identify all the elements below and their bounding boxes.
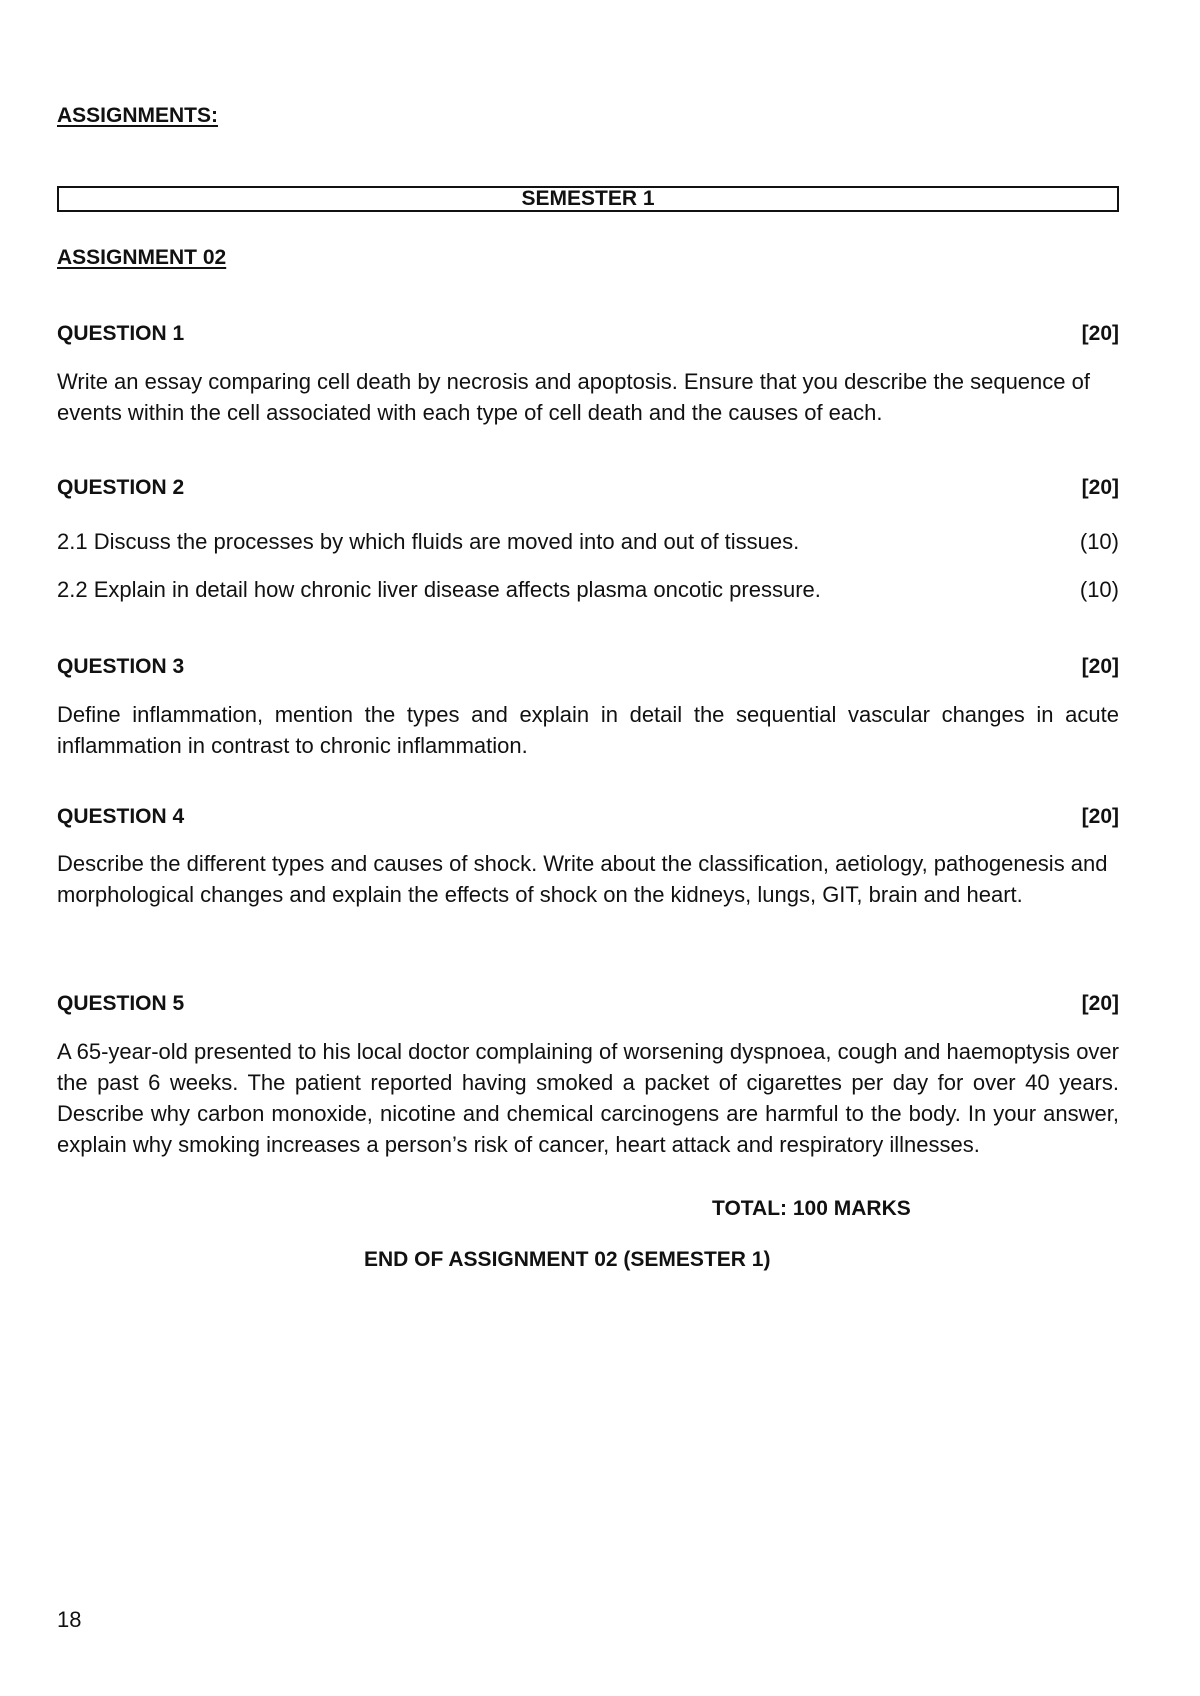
assignment-title: ASSIGNMENT 02: [57, 246, 227, 269]
page-number: 18: [57, 1607, 82, 1632]
question-1-title: QUESTION 1: [57, 322, 185, 345]
question-2-1-marks: (10): [1079, 529, 1119, 554]
total-marks: TOTAL: 100 MARKS: [712, 1197, 911, 1220]
question-4-text: Describe the different types and causes of shock. Write about the classification, aetiology, pathogenesis and morphological changes and explain the effects of shock on the kidneys, lungs, GIT, brain and heart.: [57, 851, 1108, 907]
assignments-heading: ASSIGNMENTS:: [57, 104, 219, 127]
question-4-marks: [20]: [1081, 805, 1119, 828]
question-2-1: [57, 529, 1119, 555]
question-1-text: Write an essay comparing cell death by necrosis and apoptosis. Ensure that you describe the sequence of events within the cell associated with each type of cell death and the causes of each.: [57, 369, 1090, 425]
question-4-header: [57, 805, 1119, 829]
question-3-marks: [20]: [1081, 655, 1119, 678]
end-of-assignment: END OF ASSIGNMENT 02 (SEMESTER 1): [364, 1248, 771, 1271]
question-2-2-text: 2.2 Explain in detail how chronic liver disease affects plasma oncotic pressure.: [57, 577, 821, 602]
question-1-header: [57, 322, 1119, 346]
question-3-title: QUESTION 3: [57, 655, 185, 678]
question-2-header: [57, 476, 1119, 500]
question-2-1-text: 2.1 Discuss the processes by which fluids are moved into and out of tissues.: [57, 529, 800, 554]
question-5-marks: [20]: [1081, 992, 1119, 1015]
question-5-text: A 65-year-old presented to his local doctor complaining of worsening dyspnoea, cough and haemoptysis over the past 6 weeks. The patient reported having smoked a packet of cigarettes per day for over 40 years. Describe why carbon monoxide, nicotine and chemical carcinogens are harmful to the body. In your answer, explain why smoking increases a person’s risk of cancer, heart attack and respiratory illnesses.: [57, 1039, 1119, 1157]
question-5-title: QUESTION 5: [57, 992, 185, 1015]
question-3-text: Define inflammation, mention the types and explain in detail the sequential vascular changes in acute inflammation in contrast to chronic inflammation.: [57, 702, 1119, 758]
document-page: [57, 0, 1123, 1696]
question-4-title: QUESTION 4: [57, 805, 185, 828]
semester-banner: SEMESTER 1: [57, 186, 1119, 212]
question-2-2: [57, 577, 1119, 603]
question-2-2-marks: (10): [1079, 577, 1119, 602]
question-3-header: [57, 655, 1119, 679]
question-2-title: QUESTION 2: [57, 476, 185, 499]
question-5-header: [57, 992, 1119, 1016]
question-1-marks: [20]: [1081, 322, 1119, 345]
question-2-marks: [20]: [1081, 476, 1119, 499]
